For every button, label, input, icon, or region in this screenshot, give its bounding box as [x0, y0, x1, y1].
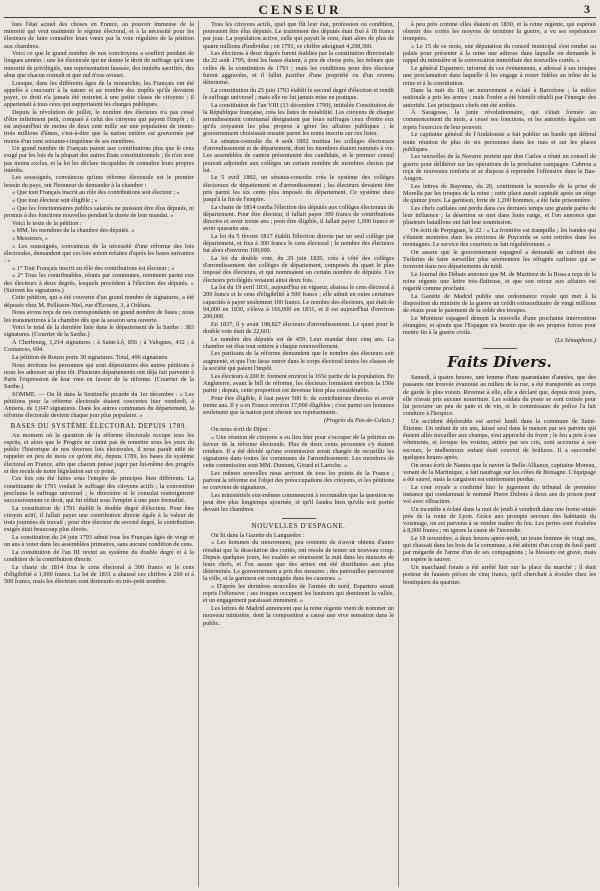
paragraph: Le capitaine général de l'Andalousie a fait publier un bando qui défend toute réunion de plus de six personnes dans les rues et sur les places publiques.	[403, 131, 596, 153]
paragraph: Les mêmes nouvelles nous arrivent de tous les points de la France ; partout la réforme est l'objet des préoccupations des citoyens, et les pétitions se couvrent de signatures.	[203, 469, 394, 492]
column-divider	[398, 21, 399, 887]
paragraph: Les élections à deux degrés furent établies par la constitution directoriale du 22 août 1795, dont les bases étaient, à peu de chose près, les mêmes que celles de la constitution de 1791 ; mais les conditions pour être électeur furent aggravées, et il fallut justifier d'une propriété ou d'un revenu déterminé.	[203, 50, 394, 86]
paragraph: En 1837, il y avait 198,827 électeurs d'arrondissement. Le quart pour le double vote était de 22,601.	[203, 320, 394, 335]
paragraph: Nous avons reçu de nos correspondants un grand nombre de listes ; nous les transmettrons à la chambre dès que la session sera ouverte.	[4, 309, 194, 324]
paragraph: Le 5 avril 1802, un sénatus-consulte créa le système des collèges électoraux de département et d'arrondissement ; les électeurs devaient être pris parmi les six cents plus imposés du département. Ce système dura jusqu'à la fin de l'empire.	[203, 174, 394, 203]
paragraph: Les lettres de Bayonne, du 20, confirment la nouvelle de la prise de Morella par les troupes de la reine ; cette place aurait capitulé après un siège de quinze jours. La garnison, forte de 1,200 hommes, a été faite prisonnière.	[403, 182, 596, 204]
paragraph: « D'après les dernières nouvelles de l'armée du nord, Espartero aurait repris l'offensive ; ses troupes occupent les hauteurs qui dominent la vallée, et un engagement paraissait imminent. »	[203, 583, 394, 605]
paragraph: La loi du 19 avril 1831, aujourd'hui en vigueur, abaissa le cens électoral à 200 francs et le cens d'éligibilité à 500 francs ; elle admit en outre certaines capacités à payer seulement 100 francs. Le nombre des électeurs, qui était de 94,000 en 1830, s'éleva à 166,000 en 1831, et il est aujourd'hui d'environ 200,000.	[203, 284, 394, 320]
paragraph: Samedi, à quatre heures, une femme d'une quarantaine d'années, que des passants ont trouvée évanouie au milieu de la rue, a été transportée au corps de garde le plus voisin. Revenue à elle, elle a déclaré que, depuis trois jours, elle n'avait pris aucune nourriture. Les soldats du poste se sont cotisés pour lui procurer un peu de pain et de vin, et le commissaire de police l'a fait conduire à l'hospice.	[403, 374, 596, 418]
paragraph: La charte de 1814 confia l'élection des députés aux collèges électoraux de département. Pour être électeur, il fallait payer 300 francs de contributions directes et avoir trente ans ; pour être éligible, il fallait payer 1,000 francs et avoir quarante ans.	[203, 203, 394, 233]
article-source: (Progrès du Pas-de-Calais.)	[323, 416, 394, 424]
paragraph: Voici ce que le grand nombre de nos concitoyens a souffert pendant de longues années : une loi électorale qui ne donne le droit de suffrage qu'à une minorité de privilégiés, une représentation faussée, des intérêts sacrifiés, des abus que chacun connaît et que nul n'ose avouer.	[4, 50, 194, 79]
paragraph: La constitution de 1791 établit le double degré d'élection. Pour être citoyen actif, il fallait payer une contribution directe égale à la valeur de trois journées de travail ; pour être électeur du second degré, la contribution exigée était beaucoup plus élevée.	[4, 504, 194, 534]
article-source: (Le Sémaphore.)	[554, 337, 596, 345]
paragraph: « Les soussignés, convaincus de la nécessité d'une réforme des lois électorales, demandent que ces lois soient refaites d'après les bases suivantes : »	[4, 242, 194, 264]
paragraph: Cette pétition, qui a été couverte d'un grand nombre de signatures, a été déposée chez M. Pellisson-Niel, rue d'Écouen, 3, à Orléans.	[4, 294, 194, 309]
page-number: 3	[584, 2, 590, 16]
paragraph: « Que tout Français inscrit au rôle des contributions soit électeur ; »	[12, 189, 180, 197]
paragraph: Le 18 novembre, à deux heures après-midi, un jeune homme de vingt ans, qui chassait dans les bois de la commune, a été atteint d'un coup de fusil parti par mégarde de l'arme d'un de ses compagnons ; la blessure est grave, mais on espère le sauver.	[403, 534, 596, 564]
paragraph: Dans la nuit du 18, un mouvement a éclaté à Barcelone ; la milice nationale a pris les armes ; mais l'ordre a été bientôt rétabli par l'énergie des autorités. Les principaux chefs ont été arrêtés.	[403, 87, 596, 109]
paragraph: La constitution de l'an III revint au système du double degré et à la condition de la contribution directe.	[4, 548, 194, 563]
column-left	[4, 21, 194, 887]
paragraph: On écrit de Perpignan, le 22 : « La frontière est tranquille ; les bandes qui s'étaient montrées dans les environs de Puycerda se sont retirées dans les montagnes. Le service des courriers se fait régulièrement. »	[403, 226, 596, 249]
header-rule	[4, 17, 596, 18]
paragraph: Voici le texte de la pétition :	[12, 219, 82, 227]
paragraph: On nous écrit de Nantes que le navire la Belle-Alliance, capitaine Moreau, venant de la Martinique, a fait naufrage sur les côtes de Bretagne. L'équipage a été sauvé, mais la cargaison est entièrement perdue.	[403, 461, 596, 483]
column-right	[403, 21, 596, 887]
paragraph: « Une réunion de citoyens a eu lieu hier pour s'occuper de la pétition en faveur de la réforme électorale. Plus de deux cents personnes s'y étaient rendues. Il a été décidé qu'une commission serait chargée de recueillir les signatures dans toutes les communes de l'arrondissement. Les membres de cette commission sont MM. Dumont, Girard et Laroche. »	[203, 433, 394, 470]
paragraph: La constitution de l'an VIII (13 décembre 1799), intitulée Constitution de la République française, créa les listes de notabilité. Les citoyens de chaque arrondissement communal désignaient par leurs suffrages ceux d'entre eux qu'ils croyaient les plus propres à gérer les affaires publiques ; le gouvernement choisissait ensuite parmi les noms inscrits sur ces listes.	[203, 101, 394, 138]
paragraph: À Saragosse, la junte révolutionnaire, qui s'était formée au commencement du mois, a cessé ses fonctions, et les autorités légales ont repris l'exercice de leur pouvoir.	[403, 109, 596, 131]
paragraph: « Messieurs, »	[12, 234, 48, 242]
paragraph: « MM. les membres de la chambre des députés. »	[12, 227, 135, 235]
section-rule	[483, 348, 517, 349]
masthead	[0, 2, 600, 17]
paragraph: La loi du double vote, du 29 juin 1820, créa à côté des collèges d'arrondissement des collèges de département, composés du quart le plus imposé des électeurs, et qui nommaient un certain nombre de députés. Ces électeurs privilégiés votaient ainsi deux fois.	[203, 255, 394, 284]
paragraph: Tous les citoyens actifs, quel que fût leur état, profession ou condition, pouvaient être élus députés. Le traitement des députés était fixé à 18 francs par jour. La population active, celle qui payait le cens, était alors de plus de quatre millions d'individus ; en 1791, ce chiffre atteignait 4,298,360.	[203, 21, 394, 50]
paragraph: Depuis la révolution de juillet, le nombre des électeurs n'a pas cessé d'être infiniment petit, comparé à celui des citoyens qui payent l'impôt ; il est aujourd'hui de moins de deux cent mille sur une population de trente-trois millions d'âmes, c'est-à-dire que la nation entière est gouvernée par moins d'un cent soixante-cinquième de ses membres.	[4, 108, 194, 145]
paragraph: Les électeurs à 200 fr. forment environ la 165e partie de la population. En Angleterre, avant le bill de réforme, les électeurs formaient environ la 150e partie ; depuis, cette proportion est devenue bien plus considérable.	[203, 372, 394, 394]
paragraph: Le Moniteur espagnol dément la nouvelle d'une prochaine intervention étrangère, et ajoute que l'Espagne n'a besoin que de ses propres forces pour mettre fin à la guerre civile.	[403, 315, 596, 337]
paragraph: On assure que le gouvernement espagnol a demandé au cabinet des Tuileries de faire surveiller plus sévèrement les réfugiés carlistes qui se trouvent dans nos départements du midi.	[403, 248, 596, 271]
paragraph: On nous écrit de Dijon :	[211, 425, 271, 433]
paragraph: La constitution du 24 juin 1793 admit tous les Français âgés de vingt et un ans à voter dans les assemblées primaires, sans aucune condition de cens.	[4, 533, 194, 549]
paragraph: Les lettres de Madrid annoncent que la reine régente vient de nommer un nouveau ministère, dont la composition a causé une vive sensation dans le public.	[203, 605, 394, 627]
paragraph: Nous invitons les personnes qui sont dépositaires des autres pétitions à nous les adresser au plus tôt. Plusieurs départements ont déjà fait parvenir à Paris l'expression de leur vœu en faveur de la réforme. (Courrier de la Sarthe.)	[4, 361, 194, 391]
paragraph: Un accident déplorable est arrivé lundi dans la commune de Saint-Étienne. Un enfant de six ans, laissé seul dans la maison par ses parents qui étaient allés travailler aux champs, s'est approché du foyer ; le feu a pris à ses vêtements, et lorsque les voisins, attirés par ses cris, sont accourus à son secours, le malheureux enfant était couvert de brûlures. Il a succombé quelques heures après.	[403, 417, 596, 461]
paragraph: SOMME. — On lit dans la Sentinelle picarde du 1er décembre : « Les pétitions pour la réforme électorale étaient couvertes hier vendredi, à Amiens, de 1,047 signatures. Dans les autres communes du département, la réforme électorale devient chaque jour plus populaire. »	[4, 390, 194, 420]
paragraph: « Que tout électeur soit éligible ; »	[12, 197, 98, 204]
paragraph: « Que les fonctionnaires publics salariés ne puissent être élus députés, ni promus à des fonctions nouvelles pendant la durée de leur mandat. »	[4, 204, 194, 219]
paragraph: Le nombre des députés est de 459. Leur mandat dure cinq ans. La chambre est élue tout entière à chaque renouvellement.	[203, 335, 394, 350]
paragraph: La loi du 5 février 1817 établit l'élection directe par un seul collège par département, et fixa à 300 francs le cens électoral ; le nombre des électeurs fut alors d'environ 100,000.	[203, 232, 394, 255]
paragraph: On lit dans la Gazette du Languedoc :	[211, 531, 305, 539]
paragraph: « 2° Tous les contribuables, réunis par communes, nomment parmi eux des électeurs à deux degrés, lesquels procèdent à l'élection des députés. » (Suivent les signatures.)	[4, 272, 194, 294]
article-title: NOUVELLES D'ESPAGNE.	[251, 521, 346, 530]
section-heading: BASES DU SYSTÈME ÉLECTORAL DEPUIS 1789.	[10, 421, 188, 430]
section-rule	[282, 518, 316, 519]
column-middle	[203, 21, 394, 887]
paragraph: Voici le total de la dernière liste dans le département de la Sarthe : 383 signatures. (Courrier de la Sarthe.)	[4, 324, 194, 339]
paragraph: Les soussignés, convaincus qu'une réforme électorale est le premier besoin du pays, ont l'honneur de demander à la chambre :	[4, 174, 194, 189]
paragraph: Un grand nombre de Français paient aux contributions plus que le cens exigé par les lois de la plupart des autres États constitutionnels ; ils n'en sont pas moins exclus, et la loi les déclare incapables de connaître leurs propres intérêts.	[4, 145, 194, 174]
paragraph: à peu près comme elles étaient en 1830, et la reine régente, qui espérait obtenir des cortès les moyens de terminer la guerre, a vu ses espérances trompées.	[403, 21, 596, 43]
paragraph: « Le 15 de ce mois, une députation du conseil municipal s'est rendue au palais pour présenter à la reine une adresse dans laquelle on demande le rappel du ministère et la convocation immédiate des nouvelles cortès. »	[403, 43, 596, 65]
paragraph: Les ministériels eux-mêmes commencent à reconnaître que la question ne peut être plus longtemps ajournée, et qu'il faudra bien qu'elle soit portée devant les chambres.	[203, 492, 394, 514]
paragraph: Les nouvelles de la Navarre portent que don Carlos a réuni un conseil de guerre pour délibérer sur les opérations de la prochaine campagne. Cabrera a reçu de nouveaux renforts et se dispose à reprendre l'offensive dans le Bas-Aragon.	[403, 153, 596, 182]
paragraph: Au moment où la question de la réforme électorale occupe tous les esprits, et alors que le Progrès ne craint pas de remettre sous les yeux du public l'historique de nos diverses lois électorales, il nous paraît utile de rappeler en peu de mots ce qu'ont été, depuis 1789, les bases du système électoral en France, afin que chacun puisse juger par lui-même des progrès et des reculs de notre législation sur ce point.	[4, 431, 194, 475]
paragraph: À Cherbourg, 1,214 signatures ; à Saint-Lô, 856 ; à Valognes, 432 ; à Coutances, 694.	[4, 339, 194, 354]
paragraph: lues l'état actuel des choses en France, au pouvoir immense de la minorité qui veut maintenir le régime électoral, et à la nécessité pour les électeurs de faire connaître leurs vœux par la voie régulière de la pétition aux chambres.	[4, 21, 194, 50]
section-title: Faits Divers.	[447, 353, 552, 372]
paragraph: Le sénatus-consulte du 4 août 1802 institua les collèges électoraux d'arrondissement et de département, dont les membres étaient nommés à vie. Les assemblées de canton présentaient des candidats, et le premier consul pouvait adjoindre aux collèges un certain nombre de membres choisis par lui.	[203, 138, 394, 174]
paragraph: La Gazette de Madrid publie une ordonnance royale qui met à la disposition du ministre de la guerre un crédit extraordinaire de vingt millions de réaux pour le paiement de la solde des troupes.	[403, 292, 596, 315]
paragraph: La pétition de Rouen porte 30 signatures. Total, 496 signatures.	[12, 353, 169, 361]
paragraph: Les chefs carlistes ont perdu dans ces derniers temps une grande partie de leur influence ; la désertion se met dans leurs rangs, et l'on annonce que plusieurs bataillons ont fait leur soumission.	[403, 204, 596, 227]
paragraph: Pour être éligible, il faut payer 500 fr. de contributions directes et avoir trente ans. Il y a en France environ 17,000 éligibles ; c'est parmi ces hommes seulement que la nation peut choisir ses représentants.	[203, 394, 394, 416]
paragraph: Les partisans de la réforme demandent que le nombre des électeurs soit augmenté, et que l'on fasse entrer dans le corps électoral toutes les classes de la société qui paient l'impôt.	[203, 350, 394, 372]
paragraph: La constitution du 25 juin 1793 établit le second degré d'élection et rendit le suffrage universel ; mais elle ne fut jamais mise en pratique.	[203, 86, 394, 101]
paragraph: Un marchand forain a été arrêté hier sur la place du marché ; il était porteur de fausses pièces de cinq francs, qu'il cherchait à écouler chez les boutiquiers du quartier.	[403, 564, 596, 586]
paragraph: La cour royale a confirmé hier le jugement du tribunal de première instance qui condamnait le nommé Pierre Dubois à deux ans de prison pour vol avec effraction.	[403, 483, 596, 505]
column-divider	[198, 21, 199, 887]
paragraph: « 1° Tout Français inscrit au rôle des contributions est électeur ; »	[12, 264, 175, 272]
paragraph: Le Journal des Débats annonce que M. de Martinez de la Rosa a reçu de la reine régente une lettre très-flatteuse, et que son retour aux affaires est regardé comme prochain.	[403, 270, 596, 293]
paragraph: Lorsque, dans les différents âges de la monarchie, les Français ont été appelés à concourir à la nature et au nombre des impôts qu'ils devaient payer, ce droit n'a jamais été restreint à une petite classe de citoyens ; il appartenait à tous ceux qui supportaient les charges publiques.	[4, 79, 194, 109]
paragraph: Le général Espartero, informé de ces événements, a adressé à ses troupes une proclamation dans laquelle il les engage à rester fidèles au trône de la reine et à la constitution.	[403, 65, 596, 87]
paragraph: Un incendie a éclaté dans la nuit de jeudi à vendredi dans une ferme située près de la route de Lyon. Grâce aux prompts secours des habitants du voisinage, on est parvenu à se rendre maître du feu. Les pertes sont évaluées à 8,000 francs ; on ignore la cause de l'incendie.	[403, 505, 596, 535]
paragraph: « Les hommes du mouvement, peu contents de n'avoir obtenu d'autre résultat que la dissolution des cortès, ont résolu de tenter un nouveau coup. Depuis quelques jours, les exaltés se réunissent la nuit dans les maisons de leurs chefs, et l'on assure que des armes ont été distribuées aux plus déterminés. Le gouvernement a pris des mesures ; des patrouilles parcourent la ville, et la garnison est consignée dans les casernes. »	[203, 539, 394, 583]
running-head-title: CENSEUR	[258, 2, 342, 17]
paragraph: Ces lois ont été faites sous l'empire de principes bien différents. La constituante de 1791 voulait le suffrage des citoyens actifs ; la convention proclama le suffrage universel ; le directoire et le consulat restreignirent successivement ce droit, qui fut réduit sous l'empire à une pure formalité.	[4, 475, 194, 504]
paragraph: La charte de 1814 fixa le cens électoral à 300 francs et le cens d'éligibilité à 1,000 francs. La loi de 1831 a abaissé ces chiffres à 200 et à 500 francs, mais les électeurs sont demeurés en très-petit nombre.	[4, 563, 194, 586]
